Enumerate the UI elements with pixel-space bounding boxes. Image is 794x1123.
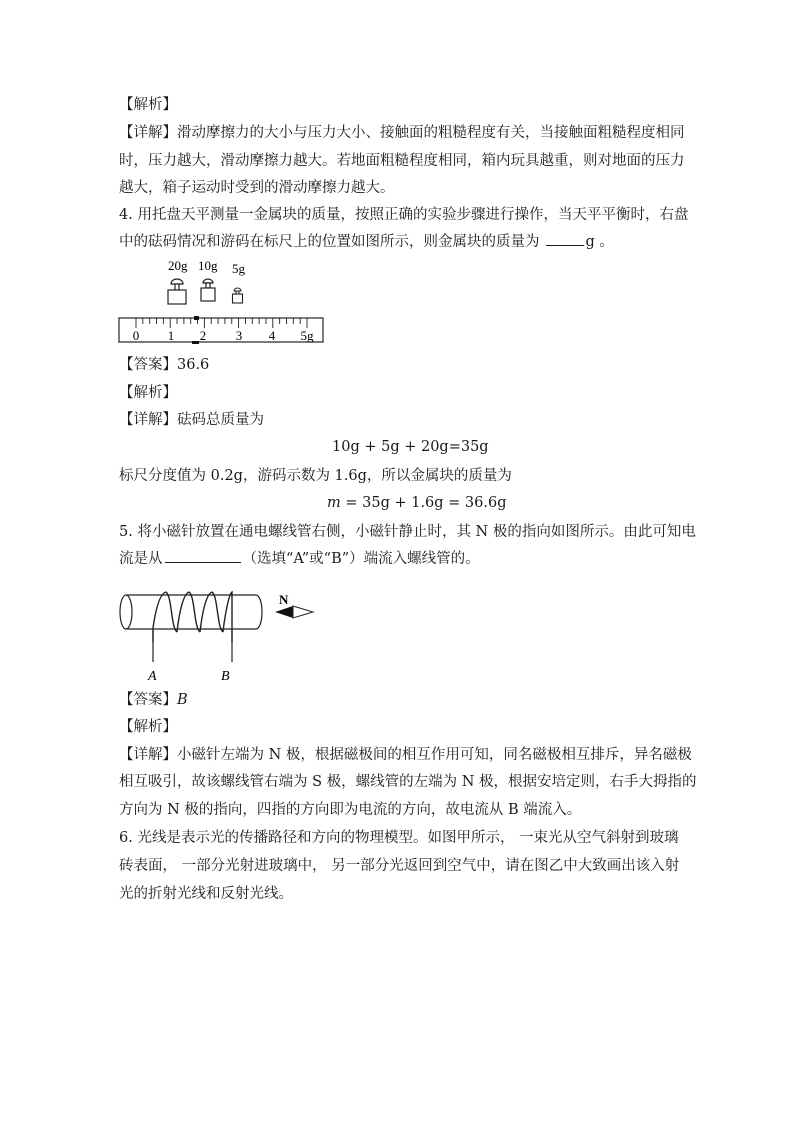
question-5-answer [119, 691, 188, 709]
terminal-label-a: A [148, 669, 157, 684]
ruler-label-1: 1 [167, 328, 175, 343]
mass-variable: m [327, 495, 341, 511]
terminal-label-b: B [221, 669, 230, 684]
solenoid-coil [153, 592, 232, 642]
compass-needle [275, 592, 313, 618]
equation-total-weights: 10g + 5g + 20g=35g [332, 439, 489, 455]
answer-blank [546, 233, 584, 246]
equation-mass [327, 494, 507, 512]
answer-blank [165, 550, 241, 563]
rider-bottom [192, 341, 199, 344]
question-5-detail-line-3: 方向为 N 极的指向，四指的方向即为电流的方向，故电流从 B 端流入。 [119, 802, 582, 818]
weight-5g [233, 288, 243, 303]
ruler-label-2: 2 [199, 328, 207, 343]
question-5-line-1: 5. 将小磁针放置在通电螺线管右侧，小磁针静止时，其 N 极的指向如图所示。由此可知电 [119, 524, 696, 540]
balance-weights-figure [115, 254, 330, 348]
question-5-analysis-heading: 【解析】 [119, 719, 177, 735]
question-4-analysis-heading: 【解析】 [119, 385, 177, 401]
question-6-line-1: 6. 光线是表示光的传播路径和方向的物理模型。如图甲所示， 一束光从空气斜射到玻璃 [119, 830, 679, 846]
answer-label: 【答案】 [119, 692, 177, 708]
question-6-line-2: 砖表面， 一部分光射进玻璃中， 另一部分光返回到空气中，请在图乙中大致画出该入射 [119, 858, 680, 874]
weight-10g [201, 279, 215, 301]
solenoid-figure [115, 584, 325, 684]
weight-label-5g: 5g [232, 261, 245, 276]
equation-mass-rest: = 35g + 1.6g = 36.6g [340, 495, 507, 511]
question-4-line-2 [119, 233, 614, 251]
question-6-line-3: 光的折射光线和反射光线。 [119, 886, 293, 902]
ruler-label-5g: 5g [300, 328, 314, 343]
question-4-detail-2: 标尺分度值为 0.2g，游码示数为 1.6g，所以金属块的质量为 [119, 468, 512, 484]
weight-label-10g: 10g [198, 258, 218, 273]
section-3-analysis-heading: 【解析】 [119, 97, 177, 113]
question-4-answer: 【答案】36.6 [119, 357, 210, 373]
ruler-label-3: 3 [235, 328, 243, 343]
solenoid-tube [120, 595, 262, 629]
question-4-line-1: 4. 用托盘天平测量一金属块的质量，按照正确的实验步骤进行操作，当天平平衡时，右盘 [119, 207, 689, 223]
ruler-label-0: 0 [132, 328, 140, 343]
question-5-detail-line-1: 【详解】小磁针左端为 N 极，根据磁极间的相互作用可知，同名磁极相互排斥，异名磁极 [119, 747, 692, 763]
ruler-label-4: 4 [268, 328, 276, 343]
weight-20g [168, 279, 186, 304]
question-5-line-2 [119, 550, 480, 568]
needle-pole-label: N [279, 592, 289, 607]
question-4-unit: g 。 [585, 234, 614, 250]
rider-top [194, 316, 199, 320]
question-5-options: （选填“A”或“B”）端流入螺线管的。 [242, 551, 480, 567]
weight-label-20g: 20g [168, 258, 188, 273]
section-3-detail-line-2: 时，压力越大，滑动摩擦力越大。若地面粗糙程度相同，箱内玩具越重，则对地面的压力 [119, 153, 685, 169]
question-5-text: 流是从 [119, 551, 163, 567]
question-4-text: 中的砝码情况和游码在标尺上的位置如图所示，则金属块的质量为 [119, 234, 540, 250]
section-3-detail-line-1: 【详解】滑动摩擦力的大小与压力大小、接触面的粗糙程度有关，当接触面粗糙程度相同 [119, 125, 685, 141]
question-5-detail-line-2: 相互吸引，故该螺线管右端为 S 极，螺线管的左端为 N 极，根据安培定则，右手大拇指的 [119, 774, 697, 790]
answer-value: B [177, 692, 188, 708]
question-4-detail-1: 【详解】砝码总质量为 [119, 412, 264, 428]
section-3-detail-line-3: 越大，箱子运动时受到的滑动摩擦力越大。 [119, 180, 395, 196]
